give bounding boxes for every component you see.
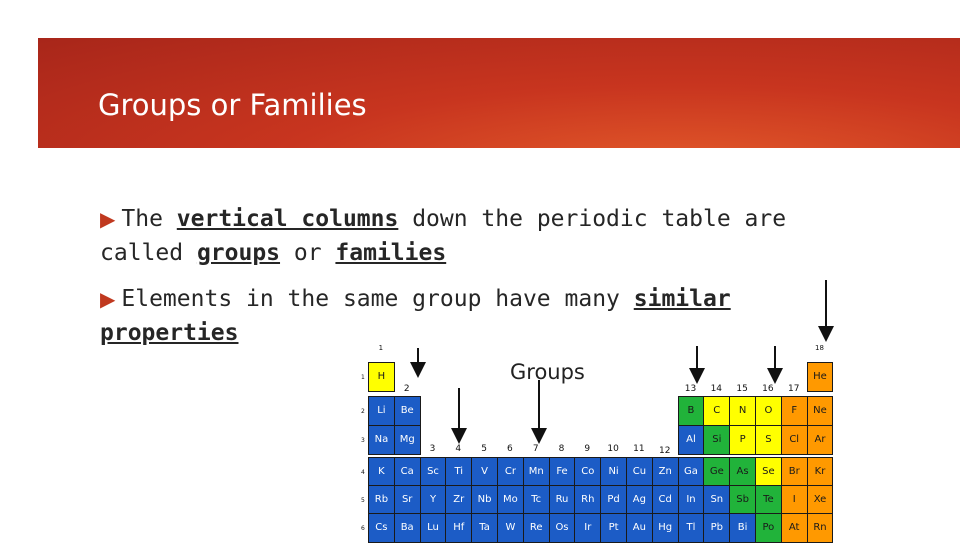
element-cell-fe: Fe (549, 457, 576, 487)
element-cell-o: O (755, 396, 782, 426)
emphasis-similar-properties: similar properties (100, 286, 731, 346)
group-label-9: 9 (584, 444, 591, 454)
element-cell-hg: Hg (652, 513, 679, 543)
period-label-6: 6 (361, 525, 365, 532)
element-cell-n: N (729, 396, 756, 426)
element-cell-p: P (729, 425, 756, 455)
element-cell-cr: Cr (497, 457, 524, 487)
group-label-14: 14 (710, 384, 723, 394)
element-cell-sb: Sb (729, 485, 756, 515)
element-cell-y: Y (420, 485, 447, 515)
element-cell-br: Br (781, 457, 808, 487)
element-cell-in: In (678, 485, 705, 515)
text: or (280, 240, 336, 266)
period-label-4: 4 (361, 469, 365, 476)
element-cell-at: At (781, 513, 808, 543)
group-label-13: 13 (684, 384, 697, 394)
element-cell-sn: Sn (703, 485, 730, 515)
period-label-1: 1 (361, 374, 365, 381)
element-cell-kr: Kr (807, 457, 834, 487)
element-cell-s: S (755, 425, 782, 455)
element-cell-nb: Nb (471, 485, 498, 515)
element-cell-ar: Ar (807, 425, 834, 455)
element-cell-ne: Ne (807, 396, 834, 426)
group-label-4: 4 (455, 444, 462, 454)
element-cell-c: C (703, 396, 730, 426)
element-cell-tc: Tc (523, 485, 550, 515)
element-cell-zn: Zn (652, 457, 679, 487)
element-cell-si: Si (703, 425, 730, 455)
group-label-18: 18 (815, 344, 824, 352)
emphasis-vertical-columns: vertical columns (176, 206, 399, 232)
element-cell-mo: Mo (497, 485, 524, 515)
groups-label: Groups (510, 360, 585, 384)
element-cell-ca: Ca (394, 457, 421, 487)
element-cell-ni: Ni (600, 457, 627, 487)
element-cell-te: Te (755, 485, 782, 515)
emphasis-families: families (335, 240, 447, 266)
element-cell-w: W (497, 513, 524, 543)
group-label-16: 16 (762, 384, 774, 394)
element-cell-bi: Bi (729, 513, 756, 543)
element-cell-ag: Ag (626, 485, 653, 515)
element-cell-ga: Ga (678, 457, 705, 487)
element-cell-ir: Ir (574, 513, 601, 543)
group-label-8: 8 (558, 444, 565, 454)
period-label-3: 3 (361, 437, 365, 444)
element-cell-rh: Rh (574, 485, 601, 515)
element-cell-he: He (807, 362, 834, 392)
group-label-1: 1 (378, 344, 384, 352)
element-cell-xe: Xe (807, 485, 834, 515)
element-cell-be: Be (394, 396, 421, 426)
element-cell-lu: Lu (420, 513, 447, 543)
element-cell-se: Se (755, 457, 782, 487)
group-label-17: 17 (787, 384, 800, 394)
element-cell-rb: Rb (368, 485, 395, 515)
bullet-arrow-icon: ▶ (100, 207, 116, 231)
element-cell-hf: Hf (445, 513, 472, 543)
group-label-11: 11 (633, 444, 645, 454)
element-cell-sc: Sc (420, 457, 447, 487)
element-cell-tl: Tl (678, 513, 705, 543)
element-cell-i: I (781, 485, 808, 515)
element-cell-h: H (368, 362, 395, 392)
element-cell-al: Al (678, 425, 705, 455)
text: Elements in the same group have many (121, 286, 634, 312)
element-cell-po: Po (755, 513, 782, 543)
element-cell-ba: Ba (394, 513, 421, 543)
element-cell-cd: Cd (652, 485, 679, 515)
emphasis-groups: groups (196, 240, 281, 266)
text: The (121, 206, 177, 232)
period-label-2: 2 (361, 408, 365, 415)
text: down the periodic table are called (100, 206, 787, 266)
bullet-arrow-icon: ▶ (100, 287, 116, 311)
element-cell-cu: Cu (626, 457, 653, 487)
period-label-5: 5 (361, 497, 365, 504)
element-cell-rn: Rn (807, 513, 834, 543)
element-cell-pd: Pd (600, 485, 627, 515)
element-cell-zr: Zr (445, 485, 472, 515)
element-cell-cs: Cs (368, 513, 395, 543)
element-cell-pb: Pb (703, 513, 730, 543)
element-cell-k: K (368, 457, 395, 487)
group-label-2: 2 (403, 384, 410, 394)
element-cell-b: B (678, 396, 705, 426)
element-cell-sr: Sr (394, 485, 421, 515)
element-cell-v: V (471, 457, 498, 487)
element-cell-cl: Cl (781, 425, 808, 455)
element-cell-f: F (781, 396, 808, 426)
group-label-3: 3 (429, 444, 436, 454)
element-cell-os: Os (549, 513, 576, 543)
group-label-5: 5 (481, 444, 487, 454)
element-cell-ti: Ti (445, 457, 472, 487)
element-cell-ru: Ru (549, 485, 576, 515)
element-cell-re: Re (523, 513, 550, 543)
group-label-15: 15 (736, 384, 748, 394)
element-cell-ge: Ge (703, 457, 730, 487)
element-cell-mn: Mn (523, 457, 550, 487)
element-cell-co: Co (574, 457, 601, 487)
element-cell-ta: Ta (471, 513, 498, 543)
slide-title: Groups or Families (98, 88, 367, 122)
group-label-12: 12 (658, 446, 671, 456)
element-cell-na: Na (368, 425, 395, 455)
group-label-10: 10 (607, 444, 619, 454)
group-label-6: 6 (507, 444, 513, 454)
element-cell-mg: Mg (394, 425, 421, 455)
element-cell-as: As (729, 457, 756, 487)
group-label-7: 7 (532, 444, 539, 454)
element-cell-li: Li (368, 396, 395, 426)
element-cell-pt: Pt (600, 513, 627, 543)
element-cell-au: Au (626, 513, 653, 543)
